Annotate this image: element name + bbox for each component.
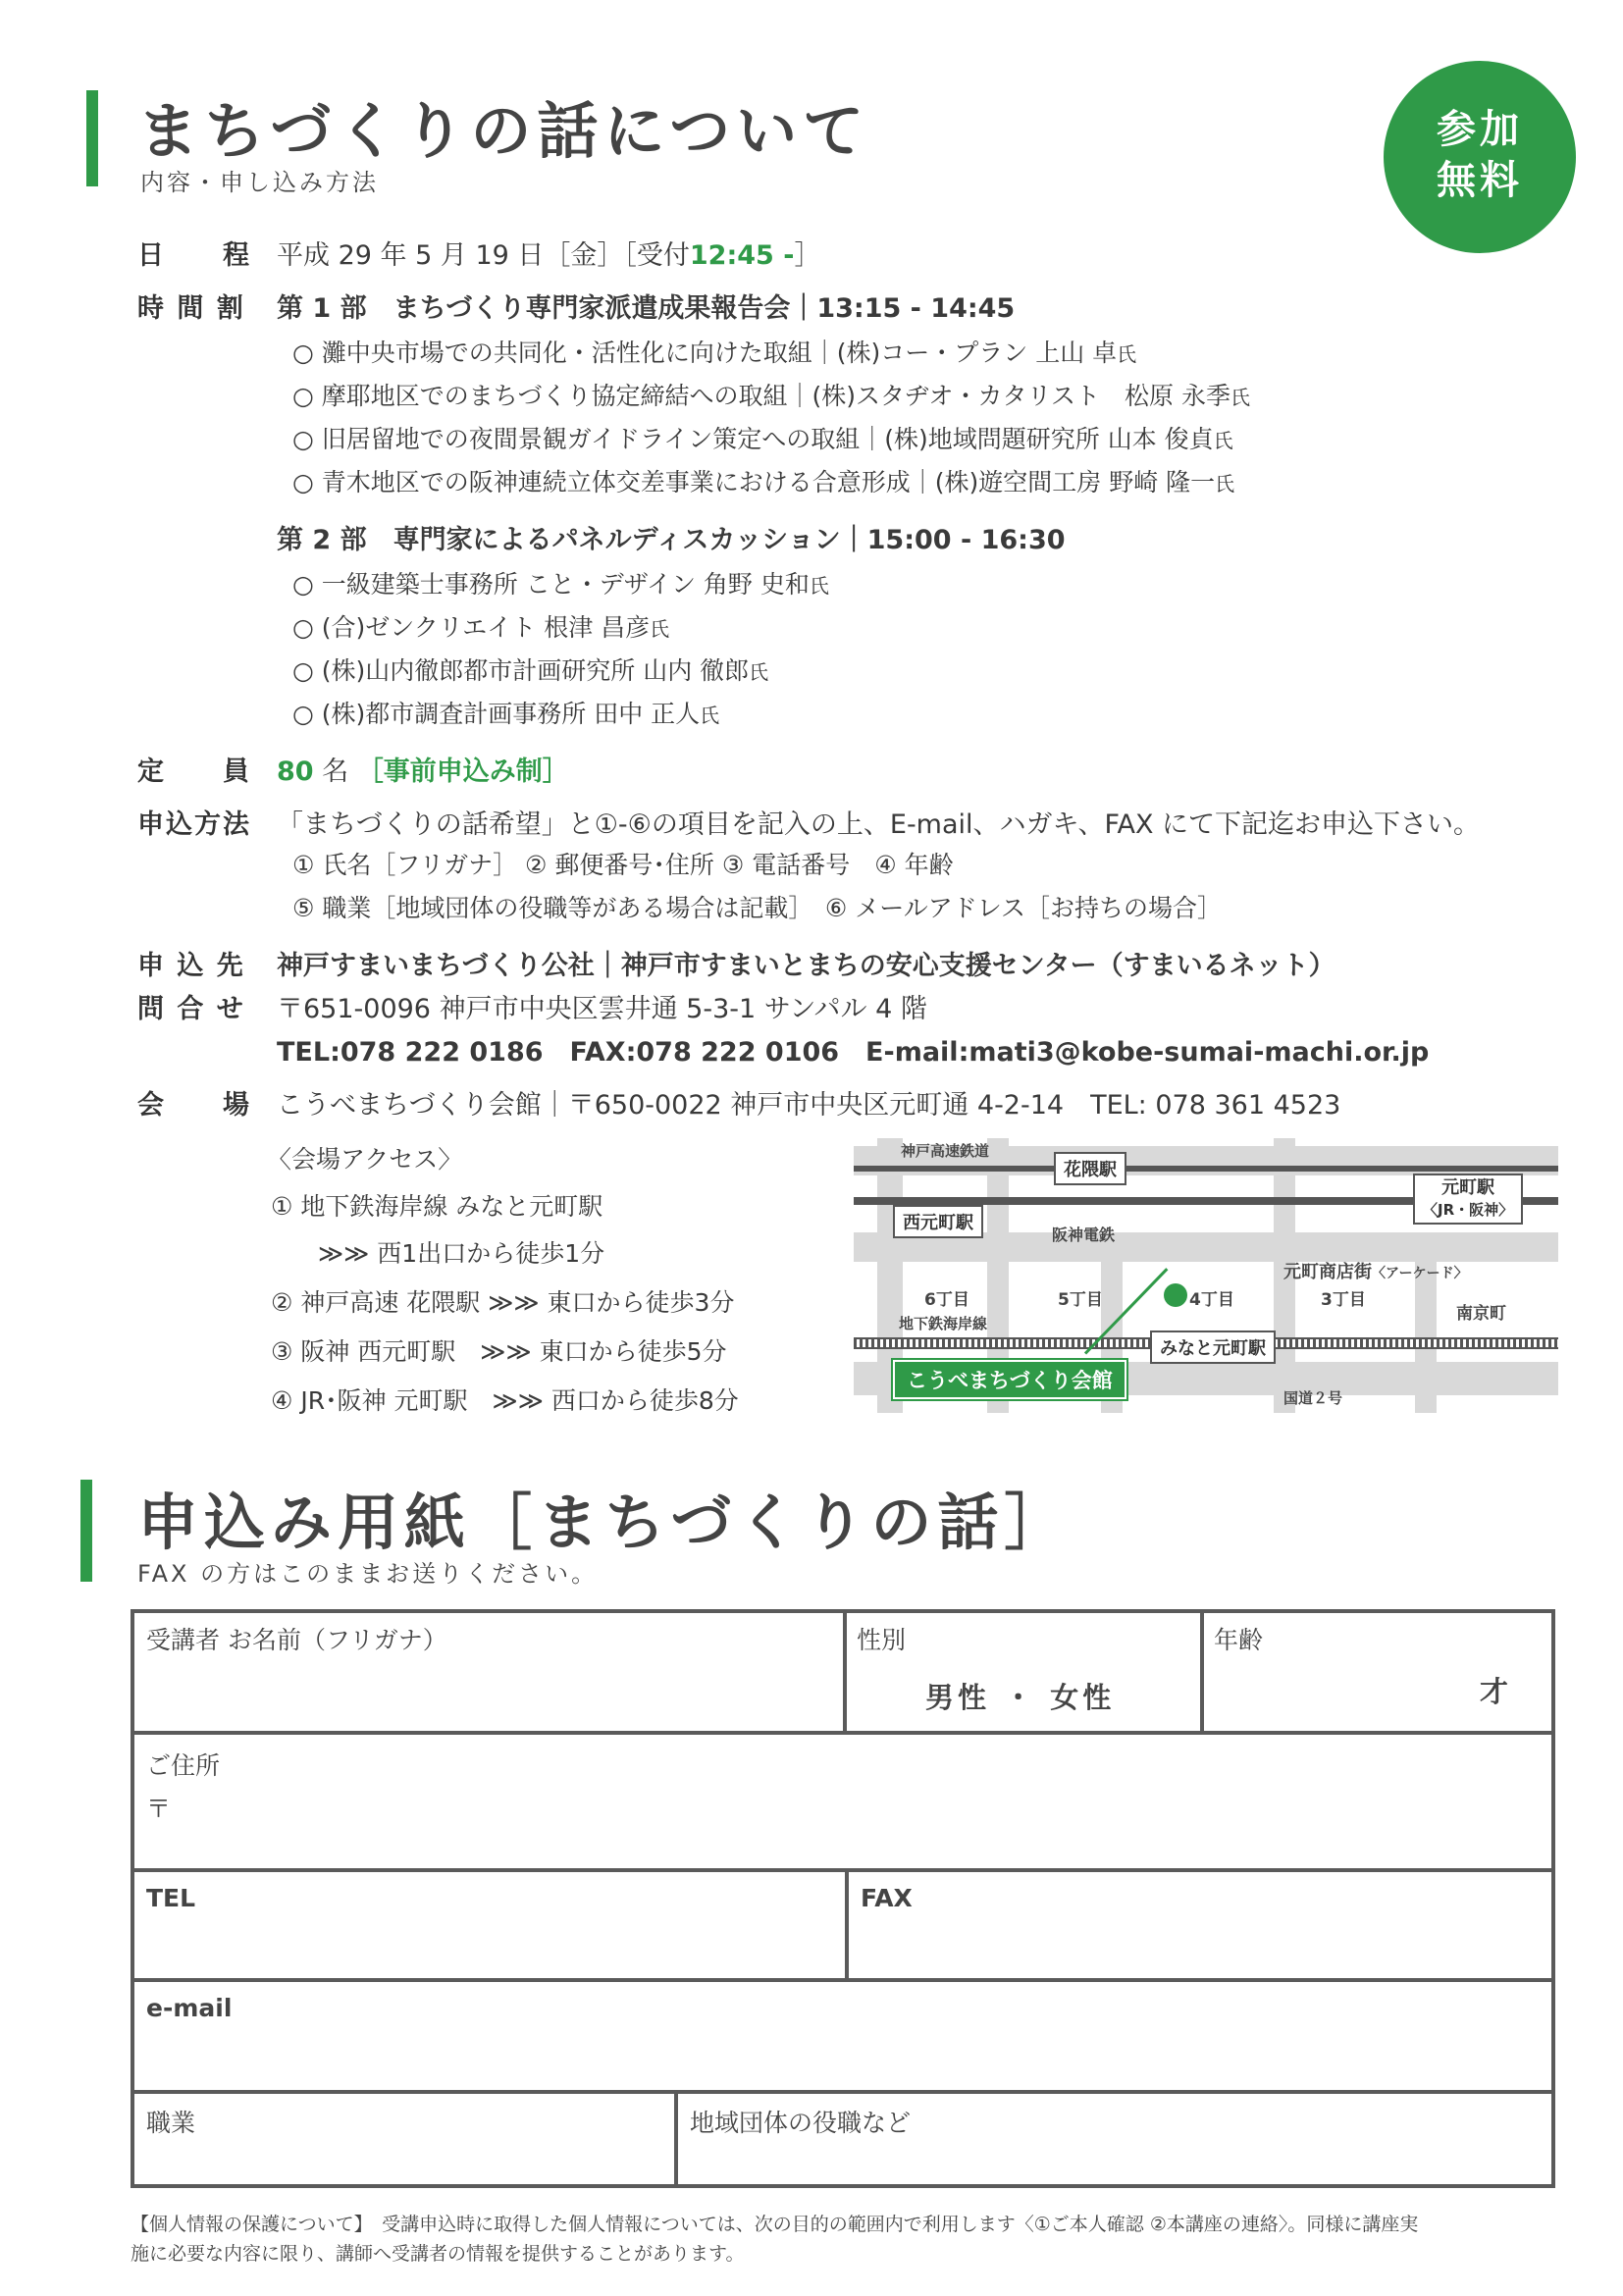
part2-item: ○ (株)都市調査計画事務所 田中 正人氏 bbox=[292, 700, 720, 728]
part1-title: 第 1 部 まちづくり専門家派遣成果報告会 bbox=[277, 293, 791, 324]
job-field[interactable] bbox=[146, 2104, 666, 2182]
form-divider bbox=[134, 1978, 1551, 1982]
role-label: 地域団体の役職など bbox=[690, 2109, 912, 2137]
map-nankinmachi: 南京町 bbox=[1456, 1304, 1506, 1324]
map-hanshin-label: 阪神電鉄 bbox=[1052, 1226, 1116, 1244]
form-divider bbox=[843, 1613, 847, 1731]
date-label: 日 程 bbox=[137, 240, 251, 271]
part2-item: ○ (合)ゼンクリエイト 根津 昌彦氏 bbox=[292, 613, 670, 642]
age-unit: 才 bbox=[1479, 1675, 1508, 1708]
map-kobe-rail-label: 神戸高速鉄道 bbox=[901, 1142, 990, 1160]
access-item: ③ 阪神 西元町駅 ≫≫ 東口から徒歩5分 bbox=[271, 1337, 727, 1366]
form-divider bbox=[1200, 1613, 1204, 1731]
badge-line2: 無料 bbox=[1437, 158, 1523, 203]
address-field[interactable] bbox=[146, 1747, 1540, 1860]
date-value bbox=[277, 234, 820, 272]
form-divider bbox=[674, 2090, 678, 2188]
part1-item: ○ 旧居留地での夜間景観ガイドライン策定への取組｜(株)地域問題研究所 山本 俊貞氏 bbox=[292, 425, 1233, 453]
map-route2-label: 国道２号 bbox=[1283, 1389, 1343, 1407]
name-field[interactable] bbox=[146, 1621, 833, 1723]
access-item: ≫≫ 西1出口から徒歩1分 bbox=[318, 1239, 605, 1268]
contact-tel-fax-email: TEL:078 222 0186 FAX:078 222 0106 E-mail:mati3@kobe-sumai-machi.or.jp bbox=[277, 1037, 1430, 1068]
form-title: 申込み用紙［まちづくりの話］ bbox=[137, 1487, 1072, 1558]
capacity-value bbox=[277, 750, 569, 788]
part2-item: ○ (株)山内徹郎都市計画研究所 山内 徹郎氏 bbox=[292, 656, 769, 685]
access-title: 〈会場アクセス〉 bbox=[267, 1145, 463, 1174]
map-shotengai-name: 元町商店街 bbox=[1283, 1262, 1372, 1282]
form-divider bbox=[134, 1868, 1551, 1872]
map-motomachi-lines: 〈JR・阪神〉 bbox=[1423, 1201, 1514, 1219]
timetable-label: 時 間 割 bbox=[137, 293, 245, 324]
contact-org: 神戸すまいまちづくり公社｜神戸市すまいとまちの安心支援センター（すまいるネット） bbox=[277, 951, 1335, 981]
gender-label: 性別 bbox=[857, 1626, 907, 1654]
page-subtitle: 内容・申し込み方法 bbox=[140, 169, 379, 196]
venue-label: 会 場 bbox=[137, 1090, 251, 1121]
name-label: 受講者 お名前（フリガナ） bbox=[146, 1626, 447, 1654]
map-hanakuma-station: 花隈駅 bbox=[1054, 1152, 1126, 1185]
form-subtitle: FAX の方はこのままお送りください。 bbox=[137, 1560, 599, 1588]
job-label: 職業 bbox=[146, 2109, 196, 2137]
access-item: ④ JR･阪神 元町駅 ≫≫ 西口から徒歩8分 bbox=[271, 1386, 739, 1415]
map-shotengai-label bbox=[1283, 1258, 1468, 1283]
map-chome3: 3丁目 bbox=[1321, 1290, 1366, 1310]
apply-items-1: ① 氏名［フリガナ］ ② 郵便番号･住所 ③ 電話番号 ④ 年齢 bbox=[292, 851, 954, 879]
map-motomachi-station bbox=[1413, 1174, 1523, 1225]
apply-text: 「まちづくりの話希望」と①-⑥の項目を記入の上、E-mail、ハガキ、FAX にて下記迄お申込下さい。 bbox=[277, 809, 1481, 840]
form-divider bbox=[134, 2090, 1551, 2094]
part2-time: 15:00 - 16:30 bbox=[866, 525, 1066, 555]
postal-mark: 〒 bbox=[146, 1795, 172, 1823]
title-accent-bar bbox=[86, 90, 98, 186]
gender-options[interactable]: 男性 ・ 女性 bbox=[925, 1681, 1116, 1714]
age-field[interactable] bbox=[1214, 1621, 1547, 1723]
tel-field[interactable] bbox=[146, 1884, 833, 1972]
part2-title: 第 2 部 専門家によるパネルディスカッション bbox=[277, 525, 841, 555]
fax-field[interactable] bbox=[861, 1884, 1547, 1972]
apply-to-label: 申 込 先 bbox=[137, 951, 245, 981]
part1-item: ○ 灘中央市場での共同化・活性化に向けた取組｜(株)コー・プラン 上山 卓氏 bbox=[292, 339, 1137, 367]
part1-time: 13:15 - 14:45 bbox=[816, 293, 1016, 324]
venue-marker-icon bbox=[1164, 1283, 1187, 1307]
application-form bbox=[131, 1609, 1555, 2188]
gender-field[interactable] bbox=[857, 1621, 1190, 1723]
form-accent-bar bbox=[80, 1480, 92, 1582]
privacy-note-line1: 【個人情報の保護について】 受講申込時に取得した個人情報については、次の目的の範囲内で利用します〈①ご本人確認 ②本講座の連絡〉。同様に講座実 bbox=[131, 2214, 1419, 2235]
map-chome5: 5丁目 bbox=[1058, 1290, 1103, 1310]
date-reception-time: 12:45 - bbox=[689, 240, 795, 271]
apply-items-2: ⑤ 職業［地域団体の役職等がある場合は記載］ ⑥ メールアドレス［お持ちの場合］ bbox=[292, 894, 1222, 922]
map-subway-label: 地下鉄海岸線 bbox=[899, 1315, 988, 1332]
date-end: ］ bbox=[794, 240, 821, 271]
free-badge bbox=[1384, 61, 1576, 253]
part2-heading: 第 2 部 専門家によるパネルディスカッション｜15:00 - 16:30 bbox=[277, 525, 1066, 555]
date-text: 平成 29 年 5 月 19 日［金］［受付 bbox=[277, 240, 690, 271]
access-item: ② 神戸高速 花隈駅 ≫≫ 東口から徒歩3分 bbox=[271, 1288, 735, 1317]
part1-item: ○ 摩耶地区でのまちづくり協定締結への取組｜(株)スタヂオ・カタリスト 松原 永季氏 bbox=[292, 382, 1250, 410]
apply-label: 申込方法 bbox=[137, 809, 251, 840]
capacity-note: ［事前申込み制］ bbox=[356, 757, 569, 787]
venue-map bbox=[854, 1138, 1558, 1413]
tel-label: TEL bbox=[146, 1884, 196, 1912]
capacity-unit: 名 bbox=[322, 757, 349, 787]
map-motomachi-name: 元町駅 bbox=[1441, 1177, 1495, 1198]
capacity-label: 定 員 bbox=[137, 757, 251, 787]
form-divider bbox=[134, 1731, 1551, 1735]
capacity-number: 80 bbox=[277, 757, 314, 787]
form-divider bbox=[845, 1868, 849, 1978]
part1-heading: 第 1 部 まちづくり専門家派遣成果報告会｜13:15 - 14:45 bbox=[277, 293, 1016, 324]
role-field[interactable] bbox=[690, 2104, 1534, 2182]
inquiry-label: 問 合 せ bbox=[137, 994, 245, 1024]
map-venue-label: こうべまちづくり会館 bbox=[893, 1360, 1126, 1399]
part1-item: ○ 青木地区での阪神連続立体交差事業における合意形成｜(株)遊空間工房 野崎 隆一氏 bbox=[292, 468, 1235, 496]
access-item: ① 地下鉄海岸線 みなと元町駅 bbox=[271, 1192, 603, 1221]
venue-text: こうべまちづくり会館｜〒650-0022 神戸市中央区元町通 4-2-14 TEL: 078 361 4523 bbox=[277, 1090, 1341, 1121]
map-railway-kobe bbox=[854, 1166, 1558, 1172]
map-minato-station: みなと元町駅 bbox=[1150, 1331, 1276, 1364]
age-label: 年齢 bbox=[1214, 1626, 1264, 1654]
part2-item: ○ 一級建築士事務所 こと・デザイン 角野 史和氏 bbox=[292, 570, 829, 599]
map-nishimotomachi-station: 西元町駅 bbox=[893, 1205, 983, 1238]
email-label: e-mail bbox=[146, 1994, 233, 2022]
map-chome4: 4丁目 bbox=[1189, 1290, 1234, 1310]
page-title: まちづくりの話について bbox=[137, 95, 870, 167]
fax-label: FAX bbox=[861, 1884, 913, 1912]
contact-address: 〒651-0096 神戸市中央区雲井通 5-3-1 サンパル 4 階 bbox=[277, 994, 927, 1024]
privacy-note-line2: 施に必要な内容に限り、講師へ受講者の情報を提供することがあります。 bbox=[131, 2243, 745, 2265]
badge-line1: 参加 bbox=[1437, 107, 1523, 152]
address-label: ご住所 bbox=[146, 1751, 221, 1780]
map-arcade-label: 〈アーケード〉 bbox=[1372, 1266, 1468, 1281]
email-field[interactable] bbox=[146, 1994, 1540, 2082]
map-chome6: 6丁目 bbox=[924, 1290, 969, 1310]
